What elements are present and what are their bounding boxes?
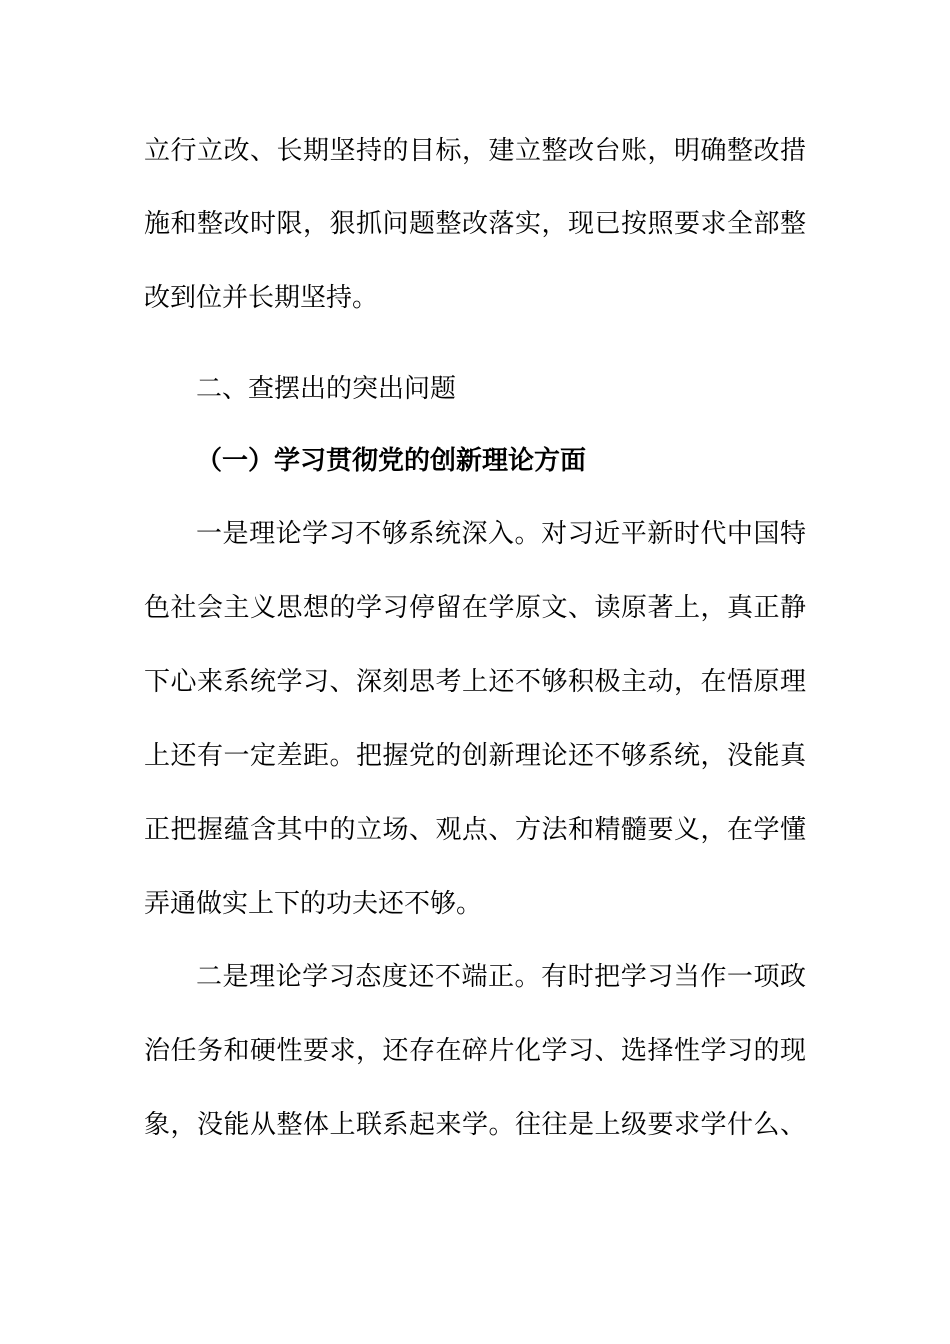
paragraph-2-line-1: 一是理论学习不够系统深入。对习近平新时代中国特 [196,519,806,549]
paragraph-2-line-3: 下心来系统学习、深刻思考上还不够积极主动，在悟原理 [144,667,806,697]
paragraph-2-line-6: 弄通做实上下的功夫还不够。 [144,889,483,919]
paragraph-2-line-4: 上还有一定差距。把握党的创新理论还不够系统，没能真 [144,741,806,771]
paragraph-1-line-1: 立行立改、长期坚持的目标，建立整改台账，明确整改措 [144,136,806,166]
paragraph-2-line-2: 色社会主义思想的学习停留在学原文、读原著上，真正静 [144,593,806,623]
paragraph-3-line-2: 治任务和硬性要求，还存在碎片化学习、选择性学习的现 [144,1036,806,1066]
paragraph-1-line-2: 施和整改时限，狠抓问题整改落实，现已按照要求全部整 [144,209,806,239]
paragraph-1-line-3: 改到位并长期坚持。 [144,283,379,313]
paragraph-3-line-1: 二是理论学习态度还不端正。有时把学习当作一项政 [196,962,806,992]
paragraph-2-line-5: 正把握蕴含其中的立场、观点、方法和精髓要义，在学懂 [144,815,806,845]
subsection-heading: （一）学习贯彻党的创新理论方面 [196,446,587,476]
paragraph-3-line-3: 象，没能从整体上联系起来学。往往是上级要求学什么、 [144,1110,806,1140]
section-heading: 二、查摆出的突出问题 [196,374,457,404]
